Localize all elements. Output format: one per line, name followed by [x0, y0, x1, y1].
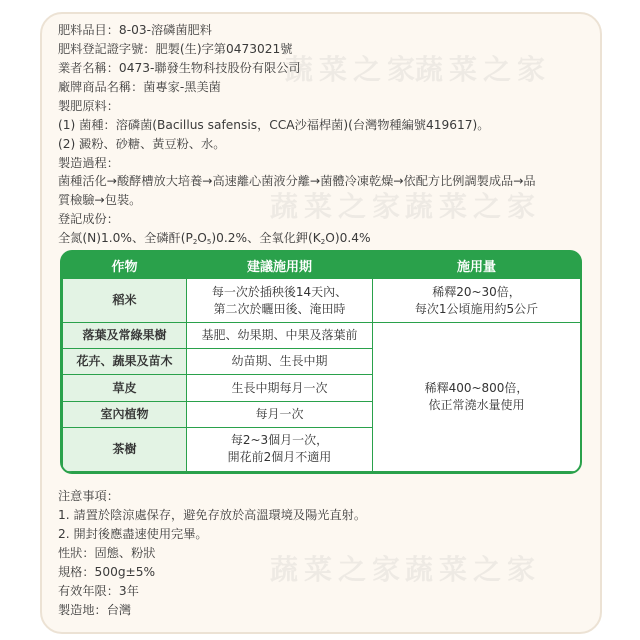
note-2: 2. 開封後應盡速使用完畢。 — [58, 527, 208, 541]
composition-heading: 登記成份： — [58, 212, 119, 226]
period-line: 每一次於插秧後14天內、 — [211, 284, 348, 299]
crop-cell: 草皮 — [63, 375, 187, 401]
crop-cell: 茶樹 — [63, 427, 187, 471]
origin: 製造地：台灣 — [58, 603, 132, 617]
header-period: 建議施用期 — [187, 252, 373, 279]
p-subscript: 2 — [192, 238, 198, 246]
period-cell — [187, 279, 373, 323]
period-line: 第二次於曬田後、淹田時 — [213, 301, 346, 316]
note-1: 1. 請置於陰涼處保存，避免存放於高溫環境及陽光直射。 — [58, 508, 367, 522]
k-subscript: 2 — [320, 238, 326, 246]
material-2: (2) 澱粉、砂糖、黃豆粉、水。 — [58, 137, 226, 151]
process-line-1: 菌種活化→酸酵槽放大培養→高速離心菌液分離→菌體冷凍乾燥→依配方比例調製成品→品 — [58, 174, 536, 188]
fertilizer-category: 肥料品目：8-03-溶磷菌肥料 — [58, 23, 212, 37]
composition-n-p: 全氮(N)1.0%、全磷酐(P — [58, 231, 193, 245]
oxygen-symbol: O — [197, 231, 207, 245]
process-heading: 製造過程： — [58, 156, 119, 170]
header-amount: 施用量 — [373, 252, 581, 279]
amount-line: 每次1公頃施用約5公斤 — [414, 301, 539, 316]
period-cell: 生長中期每月一次 — [187, 375, 373, 401]
registration-number: 肥料登記證字號：肥製(生)字第0473021號 — [58, 42, 293, 56]
period-cell: 基肥、幼果期、中果及落葉前 — [187, 323, 373, 349]
amount-cell-rice — [373, 279, 581, 323]
crop-cell: 室內植物 — [63, 401, 187, 427]
process-line-2: 質檢驗→包裝。 — [58, 193, 142, 207]
composition-k-end: O)0.4% — [325, 231, 371, 245]
amount-line: 依正常澆水量使用 — [428, 398, 525, 413]
o-subscript: 5 — [206, 238, 212, 246]
period-line: 每2~3個月一次， — [230, 433, 329, 448]
amount-cell-others — [373, 323, 581, 472]
table-row — [63, 279, 581, 323]
period-line: 開花前2個月不適用 — [227, 450, 332, 465]
form: 性狀：固態、粉狀 — [58, 546, 156, 560]
materials-heading: 製肥原料： — [58, 99, 119, 113]
composition-values — [58, 230, 371, 250]
composition-k: )0.2%、全氧化鉀(K — [211, 231, 321, 245]
header-crop: 作物 — [63, 252, 187, 279]
period-cell — [187, 427, 373, 471]
period-cell: 幼苗期、生長中期 — [187, 349, 373, 375]
amount-line: 稀釋20~30倍， — [432, 284, 521, 299]
notes-heading: 注意事項： — [58, 489, 119, 503]
company-name: 業者名稱：0473-聯發生物科技股份有限公司 — [58, 61, 301, 75]
amount-line: 稀釋400~800倍， — [424, 381, 529, 396]
material-1: (1) 菌種：溶磷菌(Bacillus safensis，CCA沙福桿菌)(台灣物種編號419617)。 — [58, 118, 490, 132]
period-cell: 每月一次 — [187, 401, 373, 427]
crop-cell: 花卉、蔬果及苗木 — [63, 349, 187, 375]
usage-table — [60, 250, 582, 474]
crop-cell: 落葉及常綠果樹 — [63, 323, 187, 349]
crop-cell: 稻米 — [63, 279, 187, 323]
table-header-row — [63, 252, 581, 279]
brand-name: 廠牌商品名稱：菌專家-黑美菌 — [58, 80, 221, 94]
shelf-life: 有效年限：3年 — [58, 584, 139, 598]
table-row — [63, 323, 581, 349]
spec: 規格：500g±5% — [58, 565, 156, 579]
